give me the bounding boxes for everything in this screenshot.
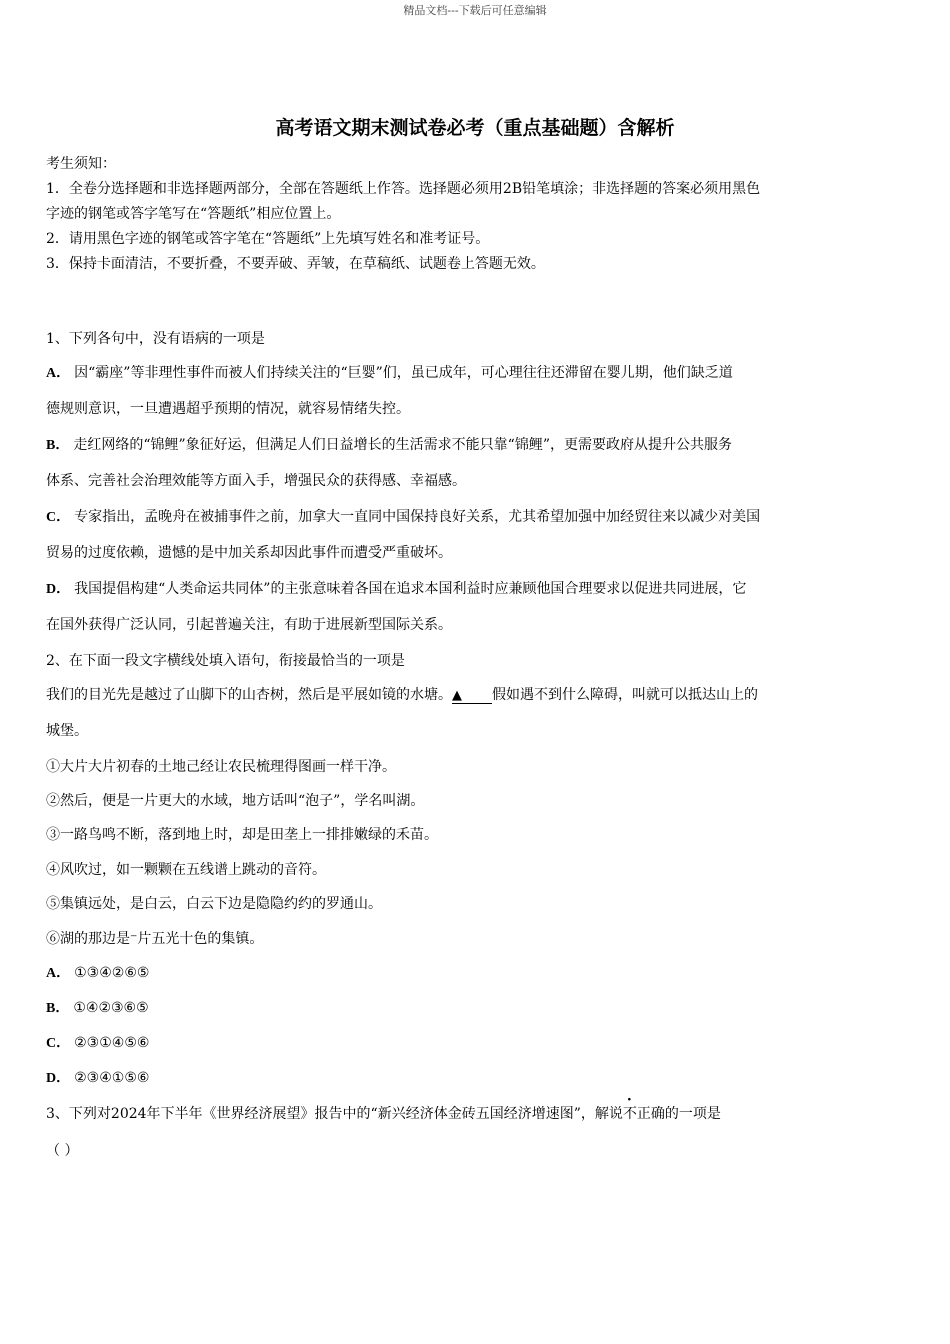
option-text: 走红网络的“锦鲤”象征好运，但满足人们日益增长的生活需求不能只靠“锦鲤”，更需要政府从提升公共服务 (73, 437, 732, 453)
option-text: ①③④②⑥⑤ (74, 965, 150, 981)
q2-sentence: ②然后，便是一片更大的水域，地方话叫“泡子”，学名叫湖。 (46, 793, 425, 809)
option-letter: D． (46, 582, 71, 597)
option-text: 专家指出，孟晚舟在被捕事件之前，加拿大一直同中国保持良好关系，尤其希望加强中加经贸往来以减少对美国 (74, 509, 761, 525)
emphasized-text: 不正确 (622, 1106, 665, 1122)
option-letter: B． (46, 438, 70, 453)
notice-item: 2．请用黑色字迹的钢笔或答字笔在“答题纸”上先填写姓名和准考证号。 (46, 231, 490, 247)
option-text: ②③④①⑤⑥ (74, 1070, 150, 1086)
q2-sentence: ⑥湖的那边是⁻片五光十色的集镇。 (46, 931, 264, 947)
notice-item: 字迹的钢笔或答字笔写在“答题纸”相应位置上。 (46, 206, 341, 222)
notice-item: 1．全卷分选择题和非选择题两部分，全部在答题纸上作答。选择题必须用2B铅笔填涂；非选择题的答案必须用黑色 (46, 181, 761, 197)
q1-option-a (46, 362, 733, 382)
passage-text-cont: 城堡。 (46, 723, 88, 739)
option-text: 因“霸座”等非理性事件而被人们持续关注的“巨婴”们，虽已成年，可心理往往还滞留在婴儿期，他们缺乏道 (74, 365, 733, 381)
q2-sentence: ④风吹过，如一颗颗在五线谱上跳动的音符。 (46, 862, 326, 878)
q1-option-c (46, 506, 760, 526)
q1-option-b (46, 434, 732, 454)
q2-option-b (46, 997, 149, 1017)
q2-option-d (46, 1067, 149, 1087)
option-text-cont: 德规则意识，一旦遭遇超乎预期的情况，就容易情绪失控。 (46, 401, 410, 417)
option-letter: C． (46, 510, 71, 525)
question-1-stem: 1、下列各句中，没有语病的一项是 (46, 331, 265, 347)
option-text-cont: 贸易的过度依赖，遗憾的是中加关系却因此事件而遭受严重破坏。 (46, 545, 452, 561)
option-text-cont: 在国外获得广泛认同，引起普遍关注，有助于进展新型国际关系。 (46, 617, 452, 633)
option-letter: B． (46, 1001, 70, 1016)
option-letter: A． (46, 966, 71, 981)
q2-passage (46, 684, 758, 704)
option-letter: D． (46, 1071, 71, 1086)
option-text: ②③①④⑤⑥ (74, 1035, 150, 1051)
passage-text: 我们的目光先是越过了山脚下的山杏树，然后是平展如镜的水塘。 (46, 687, 452, 703)
option-letter: C． (46, 1036, 71, 1051)
q1-option-d (46, 578, 746, 598)
notice-heading: 考生须知： (46, 156, 116, 172)
page-header: 精品文档---下载后可任意编辑 (403, 4, 547, 17)
option-text-cont: 体系、完善社会治理效能等方面入手，增强民众的获得感、幸福感。 (46, 473, 466, 489)
stem-text: 3、下列对2024年下半年《世界经济展望》报告中的“新兴经济体金砖五国经济增速图”，解说 (46, 1106, 623, 1122)
option-text: ①④②③⑥⑤ (73, 1000, 149, 1016)
answer-parentheses: （ ） (46, 1143, 79, 1159)
notice-item: 3．保持卡面清洁，不要折叠，不要弄破、弄皱，在草稿纸、试题卷上答题无效。 (46, 256, 545, 272)
q2-sentence: ③一路鸟鸣不断，落到地上时，却是田垄上一排排嫩绿的禾苗。 (46, 827, 438, 843)
stem-text: 的一项是 (664, 1106, 721, 1122)
document-title: 高考语文期末测试卷必考（重点基础题）含解析 (275, 117, 675, 139)
question-2-stem: 2、在下面一段文字横线处填入语句，衔接最恰当的一项是 (46, 653, 405, 669)
q2-sentence: ⑤集镇远处，是白云，白云下边是隐隐约约的罗通山。 (46, 896, 382, 912)
q2-option-c (46, 1032, 149, 1052)
question-3-stem (46, 1103, 721, 1123)
q2-option-a (46, 962, 149, 982)
option-letter: A． (46, 366, 71, 381)
answer-blank: ▲ (452, 688, 492, 704)
passage-text: 假如遇不到什么障碍，叫就可以抵达山上的 (492, 687, 758, 703)
q2-sentence: ①大片大片初春的土地己经让农民梳理得图画一样干净。 (46, 759, 396, 775)
option-text: 我国提倡构建“人类命运共同体”的主张意味着各国在追求本国利益时应兼顾他国合理要求以促进共同进展，它 (74, 581, 747, 597)
